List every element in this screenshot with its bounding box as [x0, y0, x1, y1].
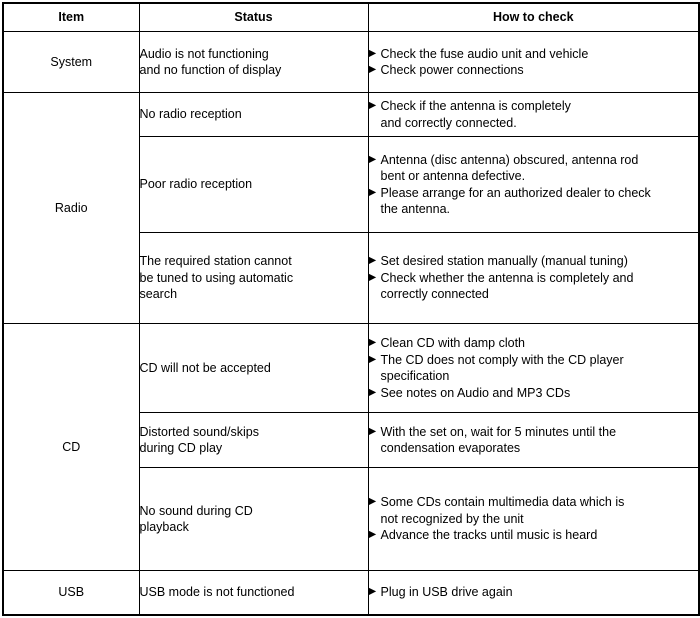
status-line: search — [139, 287, 178, 302]
status-line: No radio reception — [139, 107, 242, 122]
check-line: condensation evaporates — [380, 441, 521, 455]
check-line: The CD does not comply with the CD player — [380, 352, 624, 367]
how-to-check-cell — [368, 93, 699, 137]
check-line: Please arrange for an authorized dealer to check — [380, 185, 651, 200]
status-line: Poor radio reception — [139, 177, 253, 192]
check-bullet — [369, 185, 699, 218]
check-text — [381, 352, 699, 385]
check-text — [381, 494, 699, 527]
check-bullet — [369, 253, 699, 270]
status-cell — [139, 233, 368, 324]
status-cell — [139, 137, 368, 233]
check-text — [381, 385, 699, 402]
status-line: Audio is not functioning — [139, 46, 269, 61]
play-arrow-icon: ▶ — [368, 529, 377, 541]
check-line: the antenna. — [380, 202, 451, 216]
status-line: Distorted sound/skips — [139, 424, 260, 439]
how-to-check-cell — [368, 32, 699, 93]
check-bullet — [369, 152, 699, 185]
header-how-to-check: How to check — [368, 3, 699, 32]
play-arrow-icon: ▶ — [368, 100, 377, 111]
status-cell — [139, 93, 368, 137]
item-cd: CD — [3, 324, 139, 571]
play-arrow-icon: ▶ — [368, 353, 377, 365]
play-arrow-icon: ▶ — [368, 586, 377, 597]
check-text — [381, 253, 699, 270]
header-status: Status — [139, 3, 368, 32]
check-bullet — [369, 385, 699, 402]
check-bullet — [369, 270, 699, 303]
play-arrow-icon: ▶ — [368, 425, 377, 437]
check-line: Check if the antenna is completely — [380, 99, 571, 113]
check-line: With the set on, wait for 5 minutes until the — [380, 424, 617, 439]
status-line: The required station cannot — [139, 254, 292, 269]
check-text — [381, 335, 699, 352]
table-body — [3, 32, 699, 615]
check-line: See notes on Audio and MP3 CDs — [380, 385, 571, 400]
table-header-row — [3, 3, 699, 32]
play-arrow-icon: ▶ — [368, 386, 377, 398]
status-cell — [139, 32, 368, 93]
check-line: correctly connected — [380, 287, 489, 302]
check-text — [381, 584, 699, 601]
check-text — [381, 46, 699, 63]
check-line: Set desired station manually (manual tuning) — [380, 254, 628, 269]
check-text — [381, 152, 699, 185]
play-arrow-icon: ▶ — [368, 47, 377, 59]
play-arrow-icon: ▶ — [368, 186, 377, 198]
status-line: during CD play — [139, 441, 223, 455]
status-cell — [139, 324, 368, 413]
how-to-check-cell — [368, 324, 699, 413]
how-to-check-cell — [368, 571, 699, 615]
table-row — [3, 324, 699, 413]
check-text — [381, 185, 699, 218]
check-bullet — [369, 335, 699, 352]
status-line: and no function of display — [139, 63, 282, 77]
check-bullet — [369, 352, 699, 385]
how-to-check-cell — [368, 137, 699, 233]
item-radio: Radio — [3, 93, 139, 324]
status-line: playback — [139, 520, 189, 534]
check-line: Plug in USB drive again — [380, 585, 513, 599]
check-line: bent or antenna defective. — [380, 169, 526, 183]
status-line: CD will not be accepted — [139, 360, 271, 375]
header-item: Item — [3, 3, 139, 32]
check-line: Antenna (disc antenna) obscured, antenna rod — [380, 152, 639, 167]
status-cell — [139, 413, 368, 468]
status-line: USB mode is not functioned — [139, 585, 295, 599]
check-text — [381, 424, 699, 457]
play-arrow-icon: ▶ — [368, 271, 377, 283]
play-arrow-icon: ▶ — [368, 255, 377, 267]
check-bullet — [369, 584, 699, 601]
check-line: Check power connections — [380, 63, 524, 77]
check-bullet — [369, 62, 699, 79]
check-line: Clean CD with damp cloth — [380, 336, 526, 350]
check-bullet — [369, 98, 699, 131]
check-bullet — [369, 527, 699, 544]
how-to-check-cell — [368, 413, 699, 468]
item-system: System — [3, 32, 139, 93]
check-line: Some CDs contain multimedia data which is — [380, 495, 625, 510]
check-bullet — [369, 46, 699, 63]
check-line: Check the fuse audio unit and vehicle — [380, 46, 589, 61]
how-to-check-cell — [368, 468, 699, 571]
check-line: Check whether the antenna is completely and — [380, 270, 634, 285]
play-arrow-icon: ▶ — [368, 153, 377, 165]
table-row — [3, 571, 699, 615]
status-line: be tuned to using automatic — [139, 270, 294, 285]
check-line: specification — [380, 369, 450, 383]
how-to-check-cell — [368, 233, 699, 324]
play-arrow-icon: ▶ — [368, 496, 377, 508]
item-usb: USB — [3, 571, 139, 615]
check-bullet — [369, 494, 699, 527]
table-row — [3, 32, 699, 93]
play-arrow-icon: ▶ — [368, 337, 377, 348]
status-line: No sound during CD — [139, 503, 253, 518]
check-text — [381, 62, 699, 79]
check-line: Advance the tracks until music is heard — [380, 528, 598, 543]
play-arrow-icon: ▶ — [368, 64, 377, 75]
troubleshooting-table — [2, 2, 700, 616]
table-row — [3, 93, 699, 137]
check-line: not recognized by the unit — [380, 511, 524, 526]
check-bullet — [369, 424, 699, 457]
status-cell — [139, 571, 368, 615]
check-text — [381, 527, 699, 544]
check-line: and correctly connected. — [380, 115, 517, 130]
check-text — [381, 270, 699, 303]
status-cell — [139, 468, 368, 571]
check-text — [381, 98, 699, 131]
